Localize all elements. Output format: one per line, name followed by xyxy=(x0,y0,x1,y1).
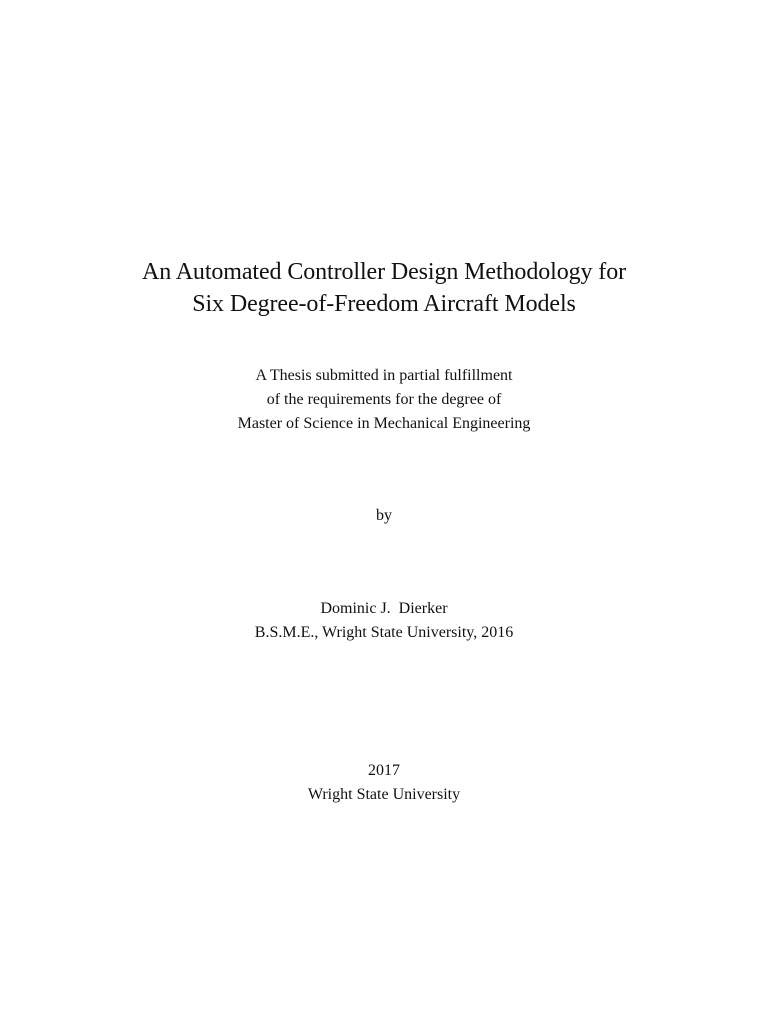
submission-statement-line-3: Master of Science in Mechanical Engineering xyxy=(237,415,531,432)
thesis-title-line-2: Six Degree-of-Freedom Aircraft Models xyxy=(192,291,576,317)
submission-year: 2017 xyxy=(368,762,400,779)
institution-name: Wright State University xyxy=(307,786,461,803)
submission-statement-line-2: of the requirements for the degree of xyxy=(266,391,502,408)
thesis-title-line-1: An Automated Controller Design Methodology for xyxy=(141,259,626,285)
submission-statement-line-1: A Thesis submitted in partial fulfillment xyxy=(255,367,513,384)
author-name: Dominic J. Dierker xyxy=(320,600,448,617)
by-label: by xyxy=(376,507,392,524)
author-prior-degree: B.S.M.E., Wright State University, 2016 xyxy=(254,624,514,641)
